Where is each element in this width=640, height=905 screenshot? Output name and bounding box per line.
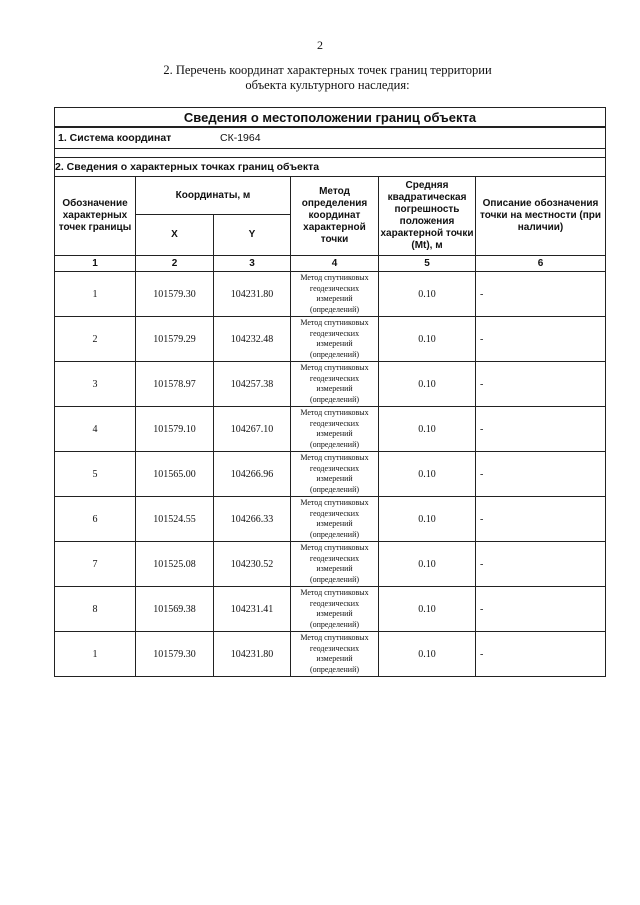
description-cell: - (476, 407, 606, 452)
description-cell: - (476, 317, 606, 362)
x-coordinate-cell: 101578.97 (136, 362, 214, 407)
document-heading (60, 63, 595, 93)
point-designation-cell: 1 (55, 272, 136, 317)
column-number: 4 (291, 256, 379, 272)
error-cell: 0.10 (379, 542, 476, 587)
table-title: Сведения о местоположении границ объекта (55, 108, 606, 128)
y-coordinate-cell: 104231.80 (214, 632, 291, 677)
error-cell: 0.10 (379, 407, 476, 452)
page-number: 2 (317, 38, 323, 52)
table-row (55, 587, 606, 632)
description-cell: - (476, 497, 606, 542)
table-row (55, 317, 606, 362)
point-designation-cell: 1 (55, 632, 136, 677)
y-coordinate-cell: 104257.38 (214, 362, 291, 407)
point-designation-cell: 2 (55, 317, 136, 362)
x-coordinate-cell: 101579.29 (136, 317, 214, 362)
table-row (55, 272, 606, 317)
y-coordinate-cell: 104267.10 (214, 407, 291, 452)
column-number: 6 (476, 256, 606, 272)
x-coordinate-cell: 101525.08 (136, 542, 214, 587)
x-coordinate-cell: 101565.00 (136, 452, 214, 497)
error-cell: 0.10 (379, 587, 476, 632)
y-coordinate-cell: 104230.52 (214, 542, 291, 587)
column-number: 1 (55, 256, 136, 272)
header-y: Y (214, 215, 291, 256)
method-cell: Метод спутниковых геодезических измерений (определений) (291, 362, 379, 407)
error-cell: 0.10 (379, 317, 476, 362)
y-coordinate-cell: 104231.41 (214, 587, 291, 632)
section-title: 2. Сведения о характерных точках границ объекта (55, 158, 606, 177)
column-number: 5 (379, 256, 476, 272)
y-coordinate-cell: 104266.96 (214, 452, 291, 497)
header-coordinates: Координаты, м (136, 177, 291, 215)
boundary-coordinates-table (54, 107, 606, 677)
description-cell: - (476, 542, 606, 587)
spacer-row (55, 149, 606, 158)
x-coordinate-cell: 101524.55 (136, 497, 214, 542)
point-designation-cell: 3 (55, 362, 136, 407)
y-coordinate-cell: 104232.48 (214, 317, 291, 362)
heading-line-1: 2. Перечень координат характерных точек границ территории (163, 63, 492, 77)
method-cell: Метод спутниковых геодезических измерений (определений) (291, 317, 379, 362)
header-method: Метод определения координат характерной точки (291, 177, 379, 256)
coordinate-system-row (55, 127, 606, 149)
description-cell: - (476, 272, 606, 317)
description-cell: - (476, 632, 606, 677)
y-coordinate-cell: 104266.33 (214, 497, 291, 542)
table-row (55, 407, 606, 452)
method-cell: Метод спутниковых геодезических измерений (определений) (291, 632, 379, 677)
method-cell: Метод спутниковых геодезических измерений (определений) (291, 272, 379, 317)
coord-system-value: СК-1964 (220, 132, 261, 144)
method-cell: Метод спутниковых геодезических измерений (определений) (291, 542, 379, 587)
point-designation-cell: 4 (55, 407, 136, 452)
description-cell: - (476, 587, 606, 632)
error-cell: 0.10 (379, 272, 476, 317)
method-cell: Метод спутниковых геодезических измерений (определений) (291, 452, 379, 497)
error-cell: 0.10 (379, 362, 476, 407)
header-row-1 (55, 177, 606, 215)
table-row (55, 542, 606, 587)
coord-system-label: 1. Система координат (58, 132, 172, 144)
error-cell: 0.10 (379, 632, 476, 677)
heading-line-2: объекта культурного наследия: (245, 78, 410, 92)
point-designation-cell: 5 (55, 452, 136, 497)
header-description: Описание обозначения точки на местности (при наличии) (476, 177, 606, 256)
header-point-designation: Обозначение характерных точек границы (55, 177, 136, 256)
column-number: 2 (136, 256, 214, 272)
header-x: X (136, 215, 214, 256)
table-title-row (55, 108, 606, 128)
point-designation-cell: 6 (55, 497, 136, 542)
x-coordinate-cell: 101579.30 (136, 272, 214, 317)
description-cell: - (476, 362, 606, 407)
x-coordinate-cell: 101579.10 (136, 407, 214, 452)
table-row (55, 452, 606, 497)
table-row (55, 632, 606, 677)
header-error: Средняя квадратическая погрешность положения характерной точки (Mt), м (379, 177, 476, 256)
column-number: 3 (214, 256, 291, 272)
x-coordinate-cell: 101579.30 (136, 632, 214, 677)
table-row (55, 362, 606, 407)
y-coordinate-cell: 104231.80 (214, 272, 291, 317)
method-cell: Метод спутниковых геодезических измерений (определений) (291, 407, 379, 452)
x-coordinate-cell: 101569.38 (136, 587, 214, 632)
point-designation-cell: 8 (55, 587, 136, 632)
method-cell: Метод спутниковых геодезических измерений (определений) (291, 587, 379, 632)
column-numbers-row (55, 256, 606, 272)
method-cell: Метод спутниковых геодезических измерений (определений) (291, 497, 379, 542)
table-row (55, 497, 606, 542)
error-cell: 0.10 (379, 497, 476, 542)
description-cell: - (476, 452, 606, 497)
error-cell: 0.10 (379, 452, 476, 497)
point-designation-cell: 7 (55, 542, 136, 587)
section-title-row (55, 158, 606, 177)
